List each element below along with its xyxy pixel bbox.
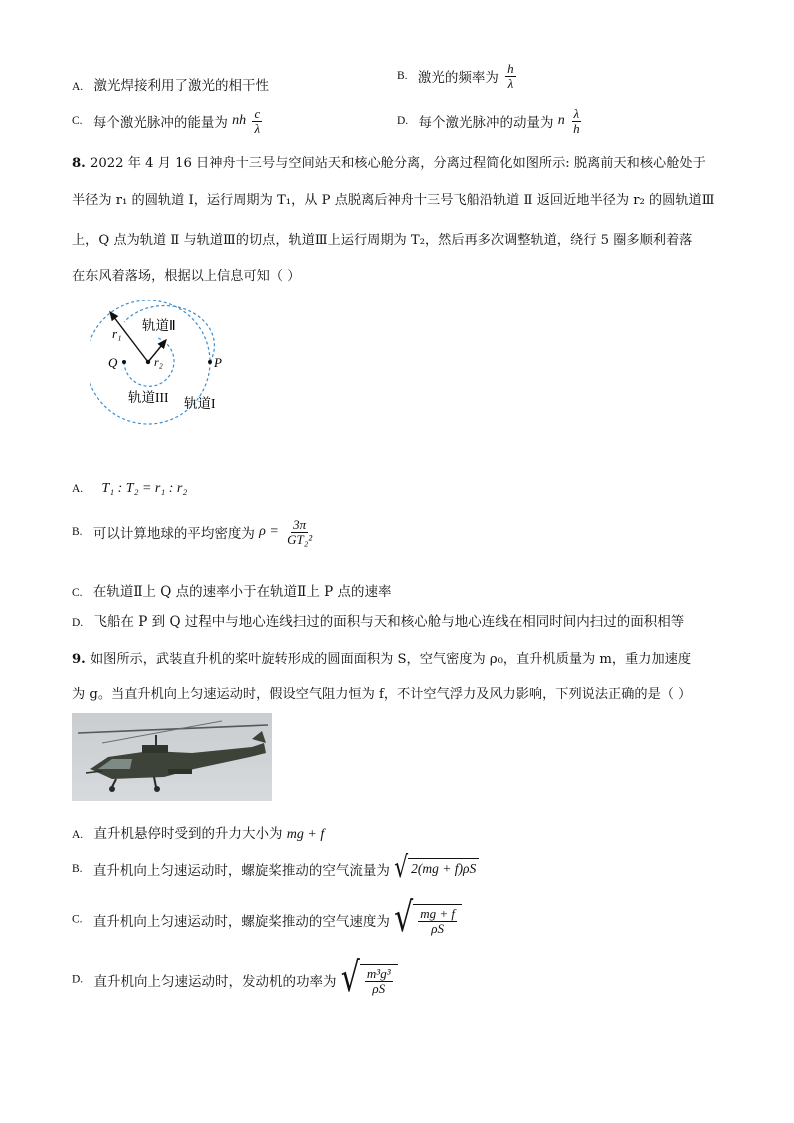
fraction (418, 907, 457, 935)
q7-option-a (72, 74, 269, 94)
fraction (571, 107, 582, 135)
label-r2: r₂ (154, 355, 163, 369)
square-root (340, 954, 398, 1002)
q9-stem-line-1 (72, 648, 691, 667)
q8-stem-line-2: 半径为 r₁ 的圆轨道 Ⅰ，运行周期为 T₁，从 P 点脱离后神舟十三号飞船沿轨道 Ⅱ 返回近地半径为 r₂ 的圆轨道Ⅲ (72, 193, 715, 208)
label-orbit-1: 轨道I (184, 396, 216, 411)
option-label: D. (397, 115, 409, 128)
earth-center-dot (146, 360, 150, 364)
q8-stem-line-4: 在东风着落场，根据以上信息可知（ ） (72, 269, 301, 284)
q8-option-a (72, 480, 187, 497)
radicand: 2(mg + f)ρS (408, 858, 479, 880)
q7-option-b (397, 62, 518, 90)
option-label: C. (72, 913, 83, 926)
fraction-numerator: λ (573, 106, 580, 121)
q8-option-b (72, 518, 316, 546)
fraction (505, 62, 516, 90)
option-label: A. (72, 483, 84, 495)
option-label: D. (72, 617, 84, 629)
option-text: 每个激光脉冲的能量为 (92, 115, 228, 132)
fraction-numerator: 3π (293, 517, 307, 532)
q9-stem-line-2: 为 g。当直升机向上匀速运动时，假设空气阻力恒为 f，不计空气浮力及风力影响，下列说法正确的是（ ） (72, 687, 692, 702)
option-label: D. (72, 973, 84, 986)
formula-lhs: ρ = (259, 524, 279, 540)
fraction-numerator: h (507, 61, 514, 76)
fraction-denominator: λ (507, 75, 514, 91)
fraction (285, 518, 314, 546)
fraction-numerator: c (254, 106, 261, 121)
radical-sign-icon: √ (394, 851, 409, 886)
option-text: 在轨道Ⅱ上 Q 点的速率小于在轨道Ⅱ上 P 点的速率 (92, 584, 392, 600)
question-number: 9. (72, 652, 86, 667)
orbit-diagram (90, 300, 250, 430)
q9-option-c (72, 894, 462, 942)
option-text: 激光的频率为 (417, 70, 499, 87)
option-label: C. (72, 115, 83, 128)
option-text: 直升机向上匀速运动时，螺旋桨推动的空气速度为 (92, 913, 390, 930)
radicand (413, 904, 462, 935)
orbit-2-ellipse-arc (124, 306, 214, 362)
fraction-denominator: h (573, 120, 580, 136)
q7-option-d (397, 107, 584, 135)
option-text: 激光焊接利用了激光的相干性 (93, 78, 269, 94)
option-text: 直升机向上匀速运动时，螺旋桨推动的空气流量为 (92, 863, 390, 879)
fraction-denominator: GT₂² (287, 531, 313, 547)
formula-prefix: nh (232, 113, 247, 129)
square-root (394, 851, 479, 886)
option-label: A. (72, 829, 84, 841)
question-number: 8. (72, 156, 86, 171)
option-text: 每个激光脉冲的动量为 (418, 115, 554, 132)
q8-stem-line-1 (72, 152, 706, 171)
option-label: B. (397, 70, 408, 83)
point-p-dot (208, 360, 212, 364)
option-label: A. (72, 81, 84, 93)
radicand (360, 964, 398, 995)
helicopter-photo (72, 713, 272, 801)
q9-option-d (72, 954, 398, 1002)
label-r1: r₁ (112, 326, 122, 341)
fraction-numerator: mg + f (420, 906, 456, 921)
q9-option-b (72, 851, 479, 886)
option-label: B. (72, 526, 83, 539)
radical-sign-icon: √ (394, 894, 414, 942)
stem-text: 如图所示，武装直升机的桨叶旋转形成的圆面面积为 S，空气密度为 ρ₀，直升机质量为 m，重力加速度 (89, 652, 692, 667)
q7-option-c (72, 107, 264, 135)
q9-option-a (72, 822, 324, 843)
square-root (394, 894, 462, 942)
q8-option-d (72, 610, 684, 630)
fraction-numerator: m³g³ (366, 966, 391, 981)
option-formula: mg + f (286, 827, 325, 842)
label-q: Q (108, 355, 118, 370)
fraction-denominator: ρS (431, 920, 445, 936)
stem-text: 2022 年 4 月 16 日神舟十三号与空间站天和核心舱分离，分离过程简化如图所示: 脱离前天和核心舱处于 (89, 156, 706, 171)
option-label: C. (72, 587, 83, 599)
option-label: B. (72, 863, 83, 875)
point-q-dot (122, 360, 126, 364)
option-text: 飞船在 P 到 Q 过程中与地心连线扫过的面积与天和核心舱与地心连线在相同时间内扫过的面积相等 (93, 614, 685, 630)
radical-sign-icon: √ (340, 954, 360, 1002)
label-orbit-3: 轨道III (128, 390, 169, 405)
q8-option-c (72, 580, 392, 600)
option-text: 直升机向上匀速运动时，发动机的功率为 (93, 973, 337, 990)
fraction (365, 967, 393, 995)
fraction-denominator: ρS (372, 980, 386, 996)
q8-stem-line-3: 上，Q 点为轨道 Ⅱ 与轨道Ⅲ的切点，轨道Ⅲ上运行周期为 T₂，然后再多次调整轨道，绕行 5 圈多顺利着落 (72, 233, 693, 248)
label-p: P (214, 355, 222, 370)
fraction-denominator: λ (254, 120, 261, 136)
option-text: 可以计算地球的平均密度为 (92, 526, 255, 543)
label-orbit-2: 轨道Ⅱ (142, 318, 176, 333)
formula-prefix: n (557, 113, 565, 129)
option-formula: T₁ : T₂ = r₁ : r₂ (101, 481, 188, 496)
option-text: 直升机悬停时受到的升力大小为 (93, 826, 283, 842)
fraction (252, 107, 262, 135)
